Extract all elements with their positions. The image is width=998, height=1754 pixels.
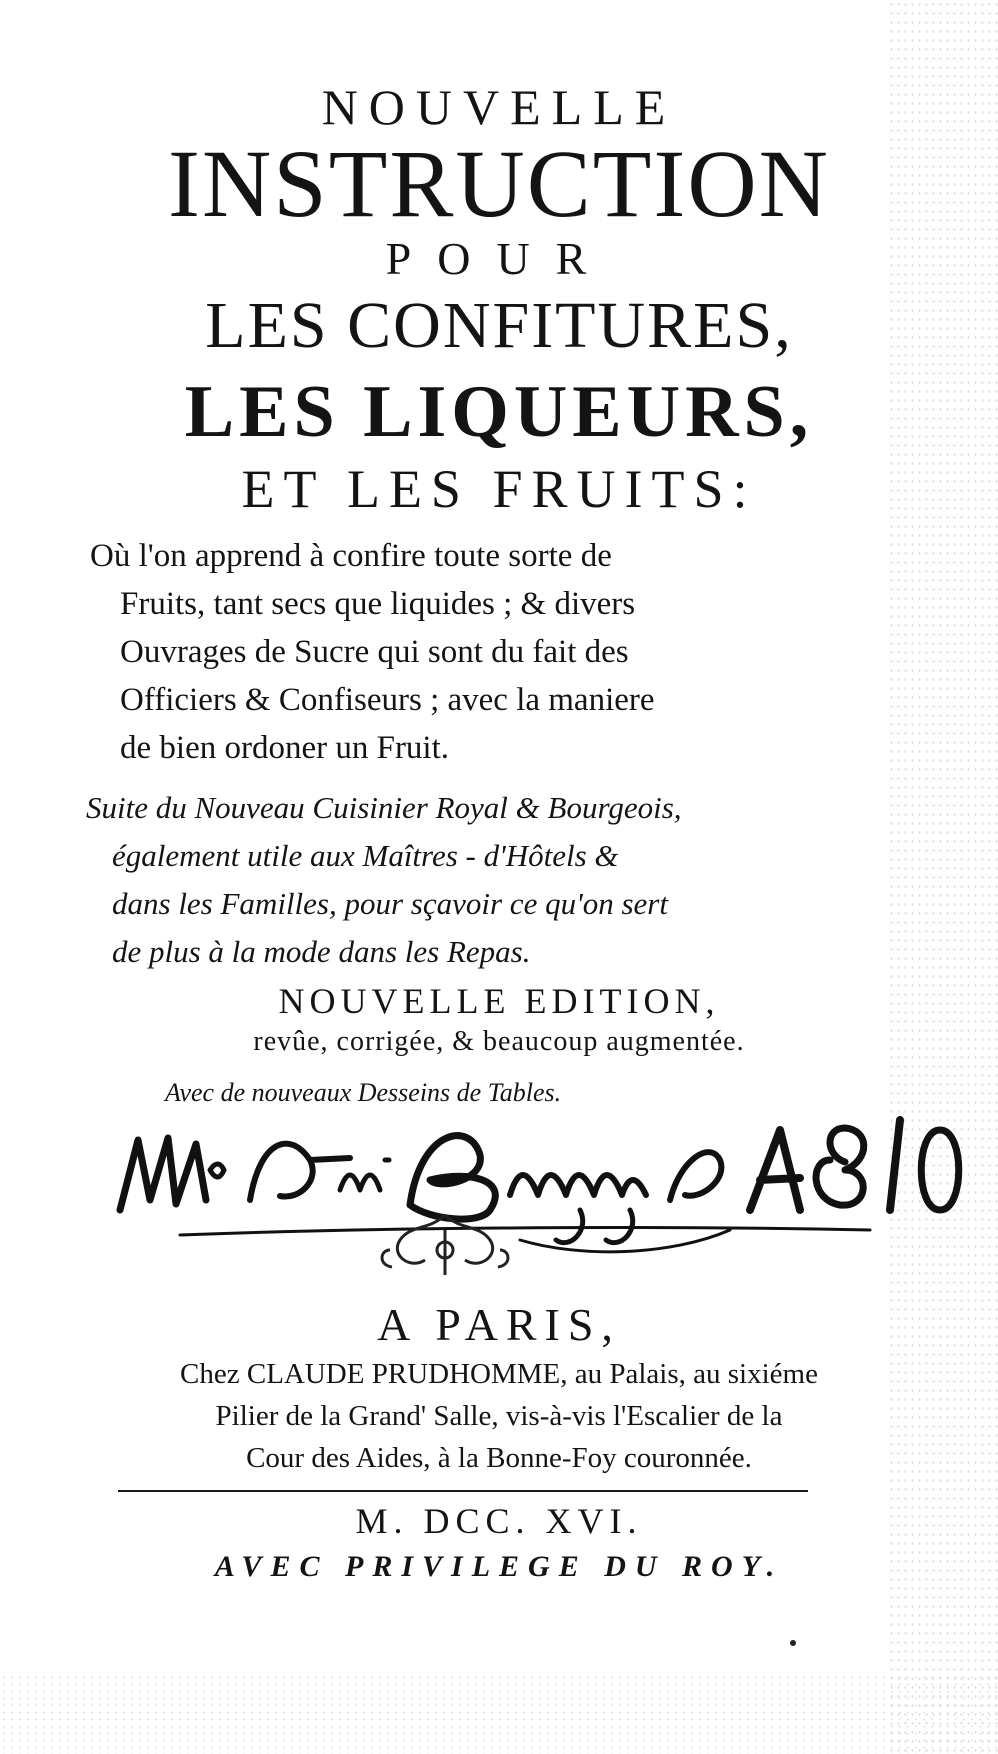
ink-spot <box>790 1640 796 1646</box>
description-line: Où l'on apprend à confire toute sorte de <box>90 538 612 574</box>
description-line: Officiers & Confiseurs ; avec la maniere <box>120 682 655 718</box>
suite-line: Suite du Nouveau Cuisinier Royal & Bourgeois, <box>86 790 682 825</box>
printer-ornament <box>370 1205 520 1285</box>
suite-line: également utile aux Maîtres - d'Hôtels & <box>112 838 619 873</box>
title-line-nouvelle: NOUVELLE <box>321 79 677 135</box>
title-line-liqueurs: LES LIQUEURS, <box>184 371 814 453</box>
suite-line: de plus à la mode dans les Repas. <box>112 934 531 969</box>
edition-designs: Avec de nouveaux Desseins de Tables. <box>165 1078 562 1107</box>
edition-subheading: revûe, corrigée, & beaucoup augmentée. <box>253 1026 745 1057</box>
publisher-line: Pilier de la Grand' Salle, vis-à-vis l'Escalier de la <box>215 1400 783 1432</box>
title-line-pour: POUR <box>385 233 613 284</box>
scan-speckle-bottom <box>0 1674 998 1754</box>
suite-line: dans les Familles, pour sçavoir ce qu'on sert <box>112 886 668 921</box>
publication-date: M. DCC. XVI. <box>355 1501 643 1541</box>
publisher-line: Cour des Aides, à la Bonne-Foy couronnée. <box>246 1442 752 1474</box>
handwritten-signature <box>110 1100 980 1260</box>
divider-rule <box>118 1490 808 1492</box>
description-line: de bien ordoner un Fruit. <box>120 730 450 766</box>
description-line: Fruits, tant secs que liquides ; & divers <box>120 586 636 622</box>
publisher-city: A PARIS, <box>377 1299 621 1350</box>
royal-privilege: AVEC PRIVILEGE DU ROY. <box>214 1550 784 1583</box>
description-line: Ouvrages de Sucre qui sont du fait des <box>120 634 629 670</box>
title-line-confitures: LES CONFITURES, <box>205 289 793 362</box>
title-line-fruits: ET LES FRUITS: <box>241 459 757 519</box>
title-line-instruction: INSTRUCTION <box>168 130 830 237</box>
edition-heading: NOUVELLE EDITION, <box>278 981 720 1021</box>
publisher-line: Chez CLAUDE PRUDHOMME, au Palais, au sixiéme <box>180 1358 818 1390</box>
